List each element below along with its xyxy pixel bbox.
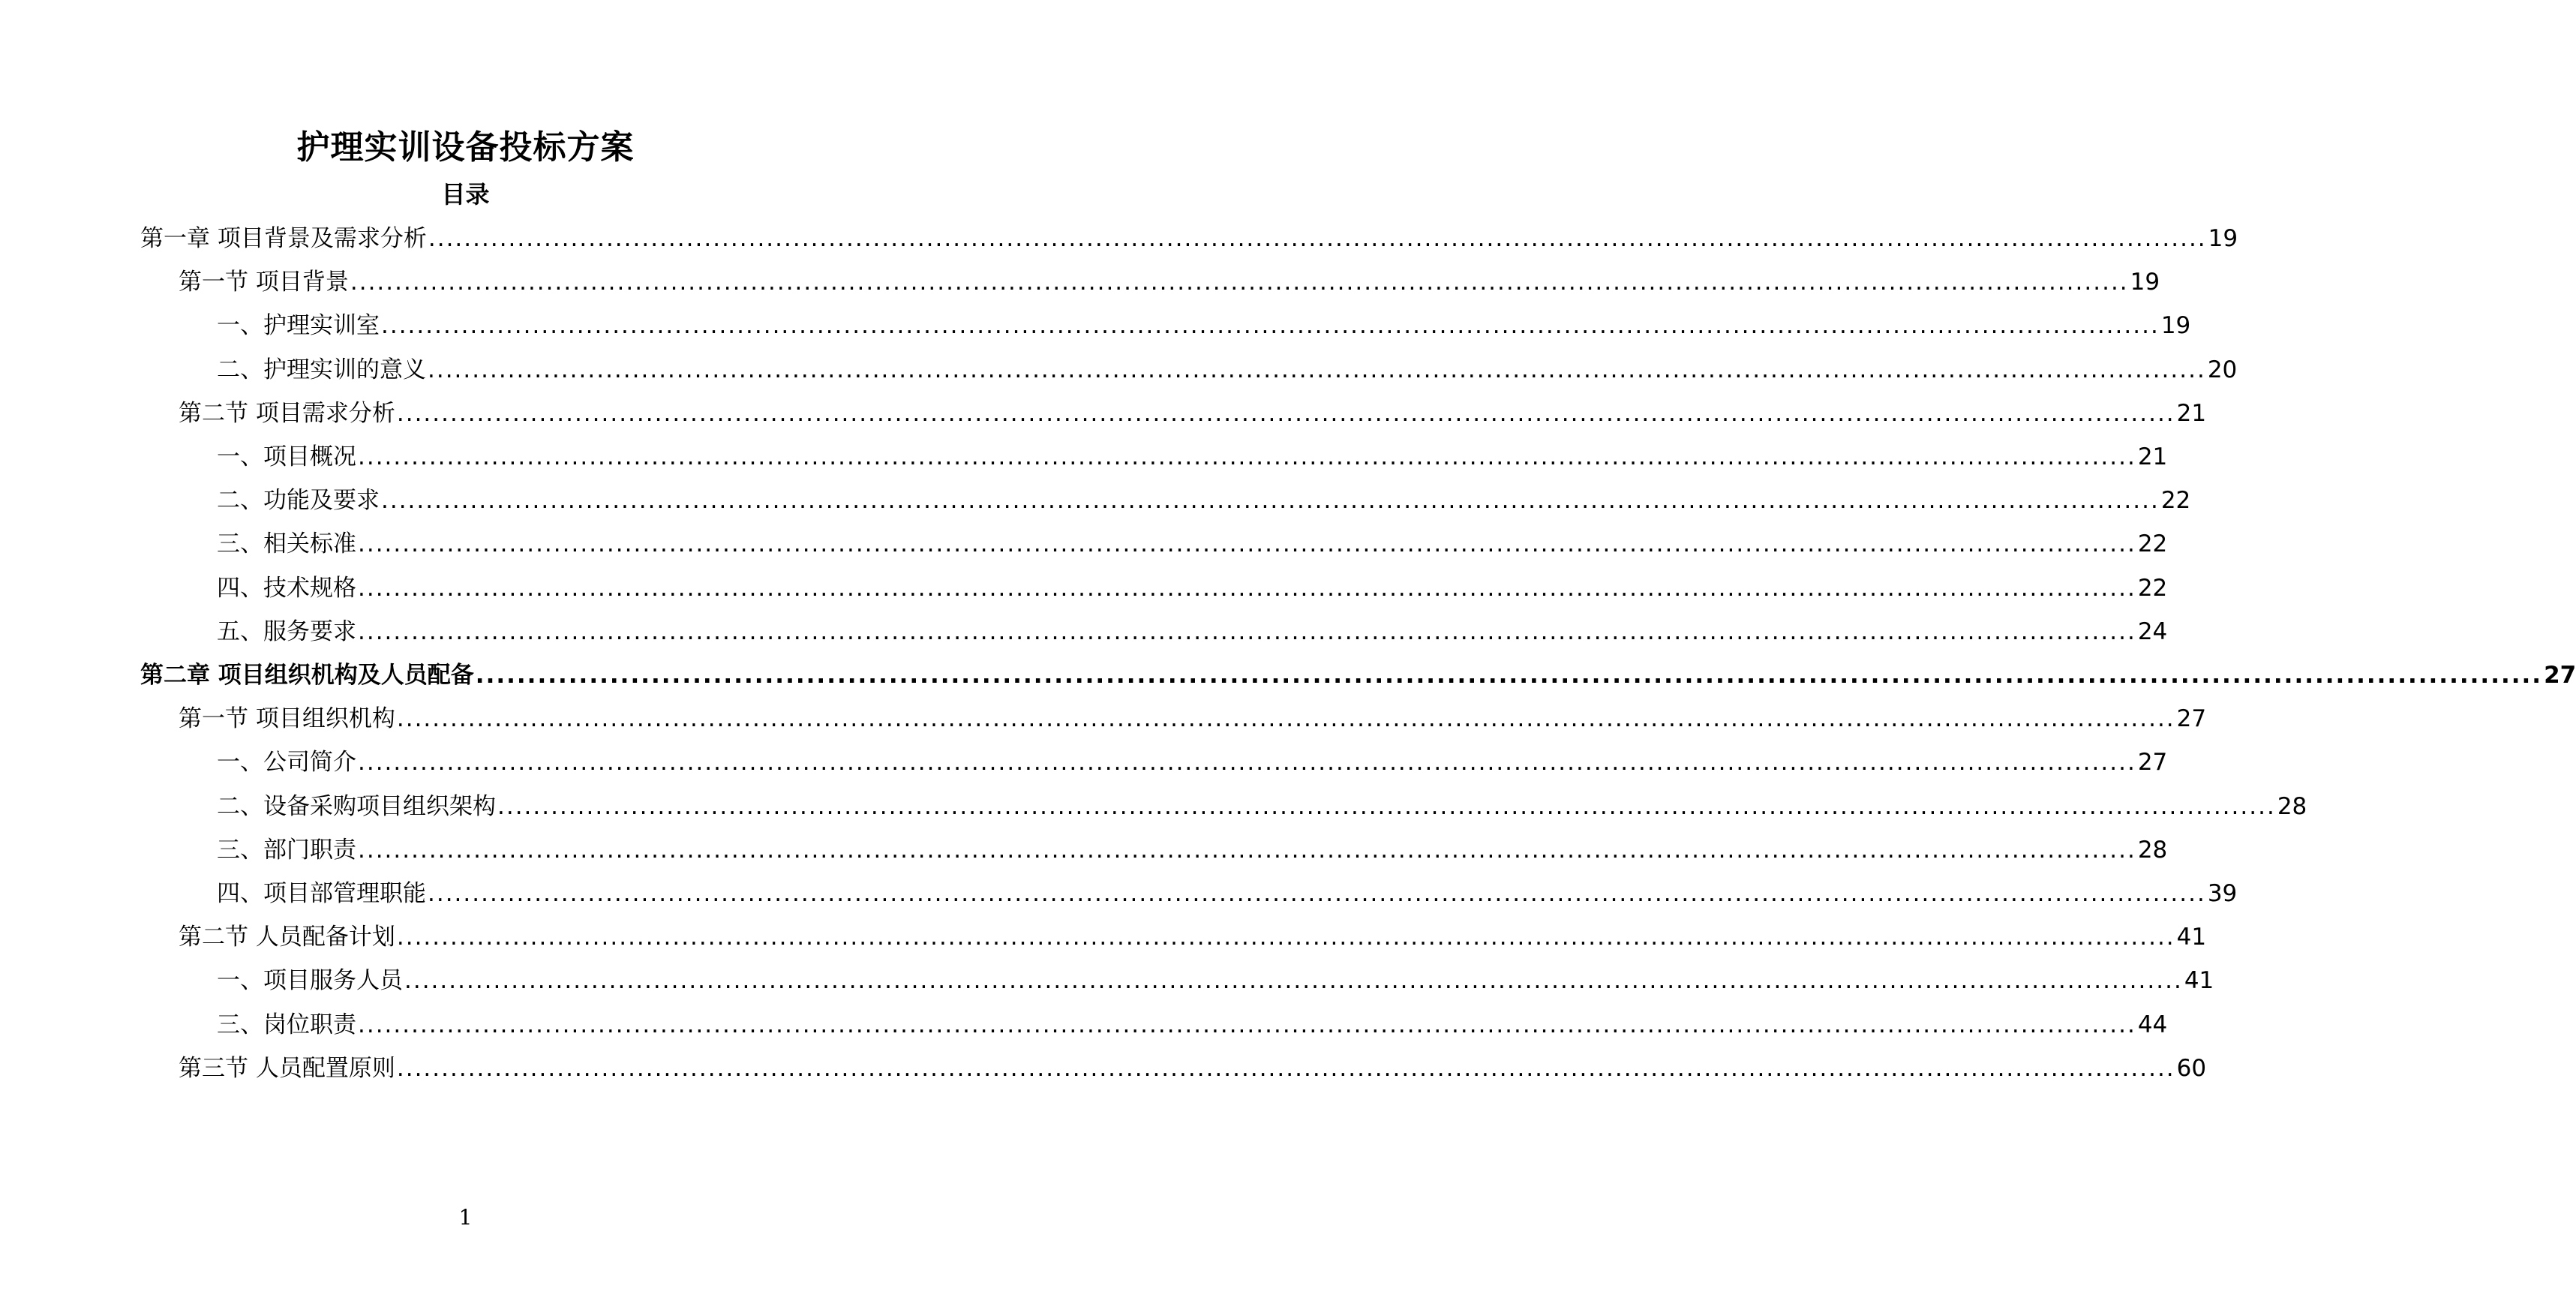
toc-entry-page: 19: [2160, 312, 2191, 340]
toc-entry[interactable]: [217, 353, 2238, 386]
toc-dot-leader: ........................................................................................................................................................................................................: [396, 1054, 2175, 1082]
toc-entry-label: 第二节 人员配备计划: [179, 924, 395, 951]
toc-entry-page: 21: [2137, 443, 2168, 470]
toc-entry[interactable]: [217, 834, 2168, 867]
toc-entry-page: 28: [2137, 836, 2168, 864]
toc-dot-leader: ........................................................................................................................................................................................................: [358, 749, 2136, 777]
toc-dot-leader: ........................................................................................................................................................................................................: [428, 225, 2207, 252]
toc-dot-leader: ........................................................................................................................................................................................................: [396, 924, 2175, 951]
toc-entry-page: 19: [2130, 269, 2160, 296]
toc-dot-leader: ........................................................................................................................................................................................................: [358, 617, 2136, 645]
toc-entry[interactable]: [140, 659, 2576, 692]
toc-entry-page: 19: [2208, 225, 2238, 252]
toc-entry-label: 五、服务要求: [217, 617, 356, 645]
toc-entry[interactable]: [179, 266, 2160, 299]
toc-entry-label: 三、相关标准: [217, 530, 356, 558]
toc-dot-leader: ........................................................................................................................................................................................................: [358, 836, 2136, 864]
toc-entry-page: 27: [2544, 662, 2576, 689]
toc-entry-label: 第一章 项目背景及需求分析: [140, 225, 427, 252]
toc-entry[interactable]: [217, 440, 2168, 473]
toc-entry[interactable]: [179, 921, 2207, 954]
toc-entry[interactable]: [179, 397, 2207, 430]
toc-entry-label: 一、项目服务人员: [217, 967, 403, 995]
toc-entry-page: 22: [2160, 487, 2191, 515]
toc-entry-page: 27: [2176, 705, 2207, 733]
toc-dot-leader: ........................................................................................................................................................................................................: [428, 356, 2206, 383]
toc-entry[interactable]: [217, 572, 2168, 605]
toc-entry-page: 39: [2207, 880, 2238, 907]
toc-entry-page: 41: [2176, 924, 2207, 951]
toc-entry[interactable]: [217, 746, 2168, 779]
toc-entry[interactable]: [217, 309, 2191, 342]
toc-entry-page: 20: [2207, 356, 2238, 383]
toc-entry[interactable]: [179, 702, 2207, 735]
toc-dot-leader: ........................................................................................................................................................................................................: [404, 967, 2183, 995]
toc-dot-leader: ........................................................................................................................................................................................................: [428, 880, 2206, 907]
toc-entry-label: 四、技术规格: [217, 574, 356, 602]
toc-dot-leader: ........................................................................................................................................................................................................: [381, 312, 2160, 340]
toc-dot-leader: ........................................................................................................................................................................................................: [497, 792, 2276, 820]
toc-entry-label: 第三节 人员配置原则: [179, 1054, 395, 1082]
toc-entry-page: 22: [2137, 530, 2168, 558]
toc-dot-leader: ........................................................................................................................................................................................................: [350, 269, 2129, 296]
toc-entry-page: 44: [2137, 1011, 2168, 1038]
toc-heading: 目录: [441, 180, 490, 209]
toc-entry-page: 60: [2176, 1054, 2207, 1082]
toc-entry-label: 三、岗位职责: [217, 1011, 356, 1038]
toc-entry-label: 第一节 项目背景: [179, 269, 349, 296]
document-title: 护理实训设备投标方案: [296, 128, 635, 167]
toc-entry[interactable]: [217, 615, 2168, 648]
toc-entry[interactable]: [140, 222, 2238, 255]
toc-entry-label: 二、护理实训的意义: [217, 356, 426, 383]
toc-entry-page: 21: [2176, 399, 2207, 427]
toc-dot-leader: ........................................................................................................................................................................................................: [381, 487, 2160, 515]
toc-entry[interactable]: [217, 527, 2168, 560]
toc-dot-leader: ........................................................................................................................................................................................................: [475, 662, 2543, 689]
toc-dot-leader: ........................................................................................................................................................................................................: [396, 705, 2175, 733]
toc-entry-label: 二、功能及要求: [217, 487, 380, 515]
toc-dot-leader: ........................................................................................................................................................................................................: [358, 443, 2136, 470]
toc-entry[interactable]: [217, 877, 2238, 910]
toc-entry[interactable]: [217, 1008, 2168, 1041]
toc-entry-page: 24: [2137, 617, 2168, 645]
toc-entry-label: 四、项目部管理职能: [217, 880, 426, 907]
toc-entry[interactable]: [217, 964, 2214, 997]
toc-dot-leader: ........................................................................................................................................................................................................: [396, 399, 2175, 427]
toc-entry[interactable]: [217, 790, 2307, 823]
toc-entry[interactable]: [179, 1052, 2207, 1085]
toc-entry-label: 一、项目概况: [217, 443, 356, 470]
toc-entry-label: 一、公司简介: [217, 749, 356, 777]
toc-entry-page: 28: [2277, 792, 2307, 820]
toc-entry-label: 二、设备采购项目组织架构: [217, 792, 496, 820]
toc-entry-page: 27: [2137, 749, 2168, 777]
toc-entry-label: 一、护理实训室: [217, 312, 380, 340]
toc-entry-page: 41: [2184, 967, 2214, 995]
toc-entry-label: 第一节 项目组织机构: [179, 705, 395, 733]
toc-dot-leader: ........................................................................................................................................................................................................: [358, 574, 2136, 602]
toc-entry-page: 22: [2137, 574, 2168, 602]
toc-entry[interactable]: [217, 484, 2191, 517]
toc-dot-leader: ........................................................................................................................................................................................................: [358, 530, 2136, 558]
toc-entry-label: 三、部门职责: [217, 836, 356, 864]
toc-dot-leader: ........................................................................................................................................................................................................: [358, 1011, 2136, 1038]
page-number: 1: [458, 1205, 473, 1230]
toc-entry-label: 第二章 项目组织机构及人员配备: [140, 662, 474, 689]
toc-entry-label: 第二节 项目需求分析: [179, 399, 395, 427]
